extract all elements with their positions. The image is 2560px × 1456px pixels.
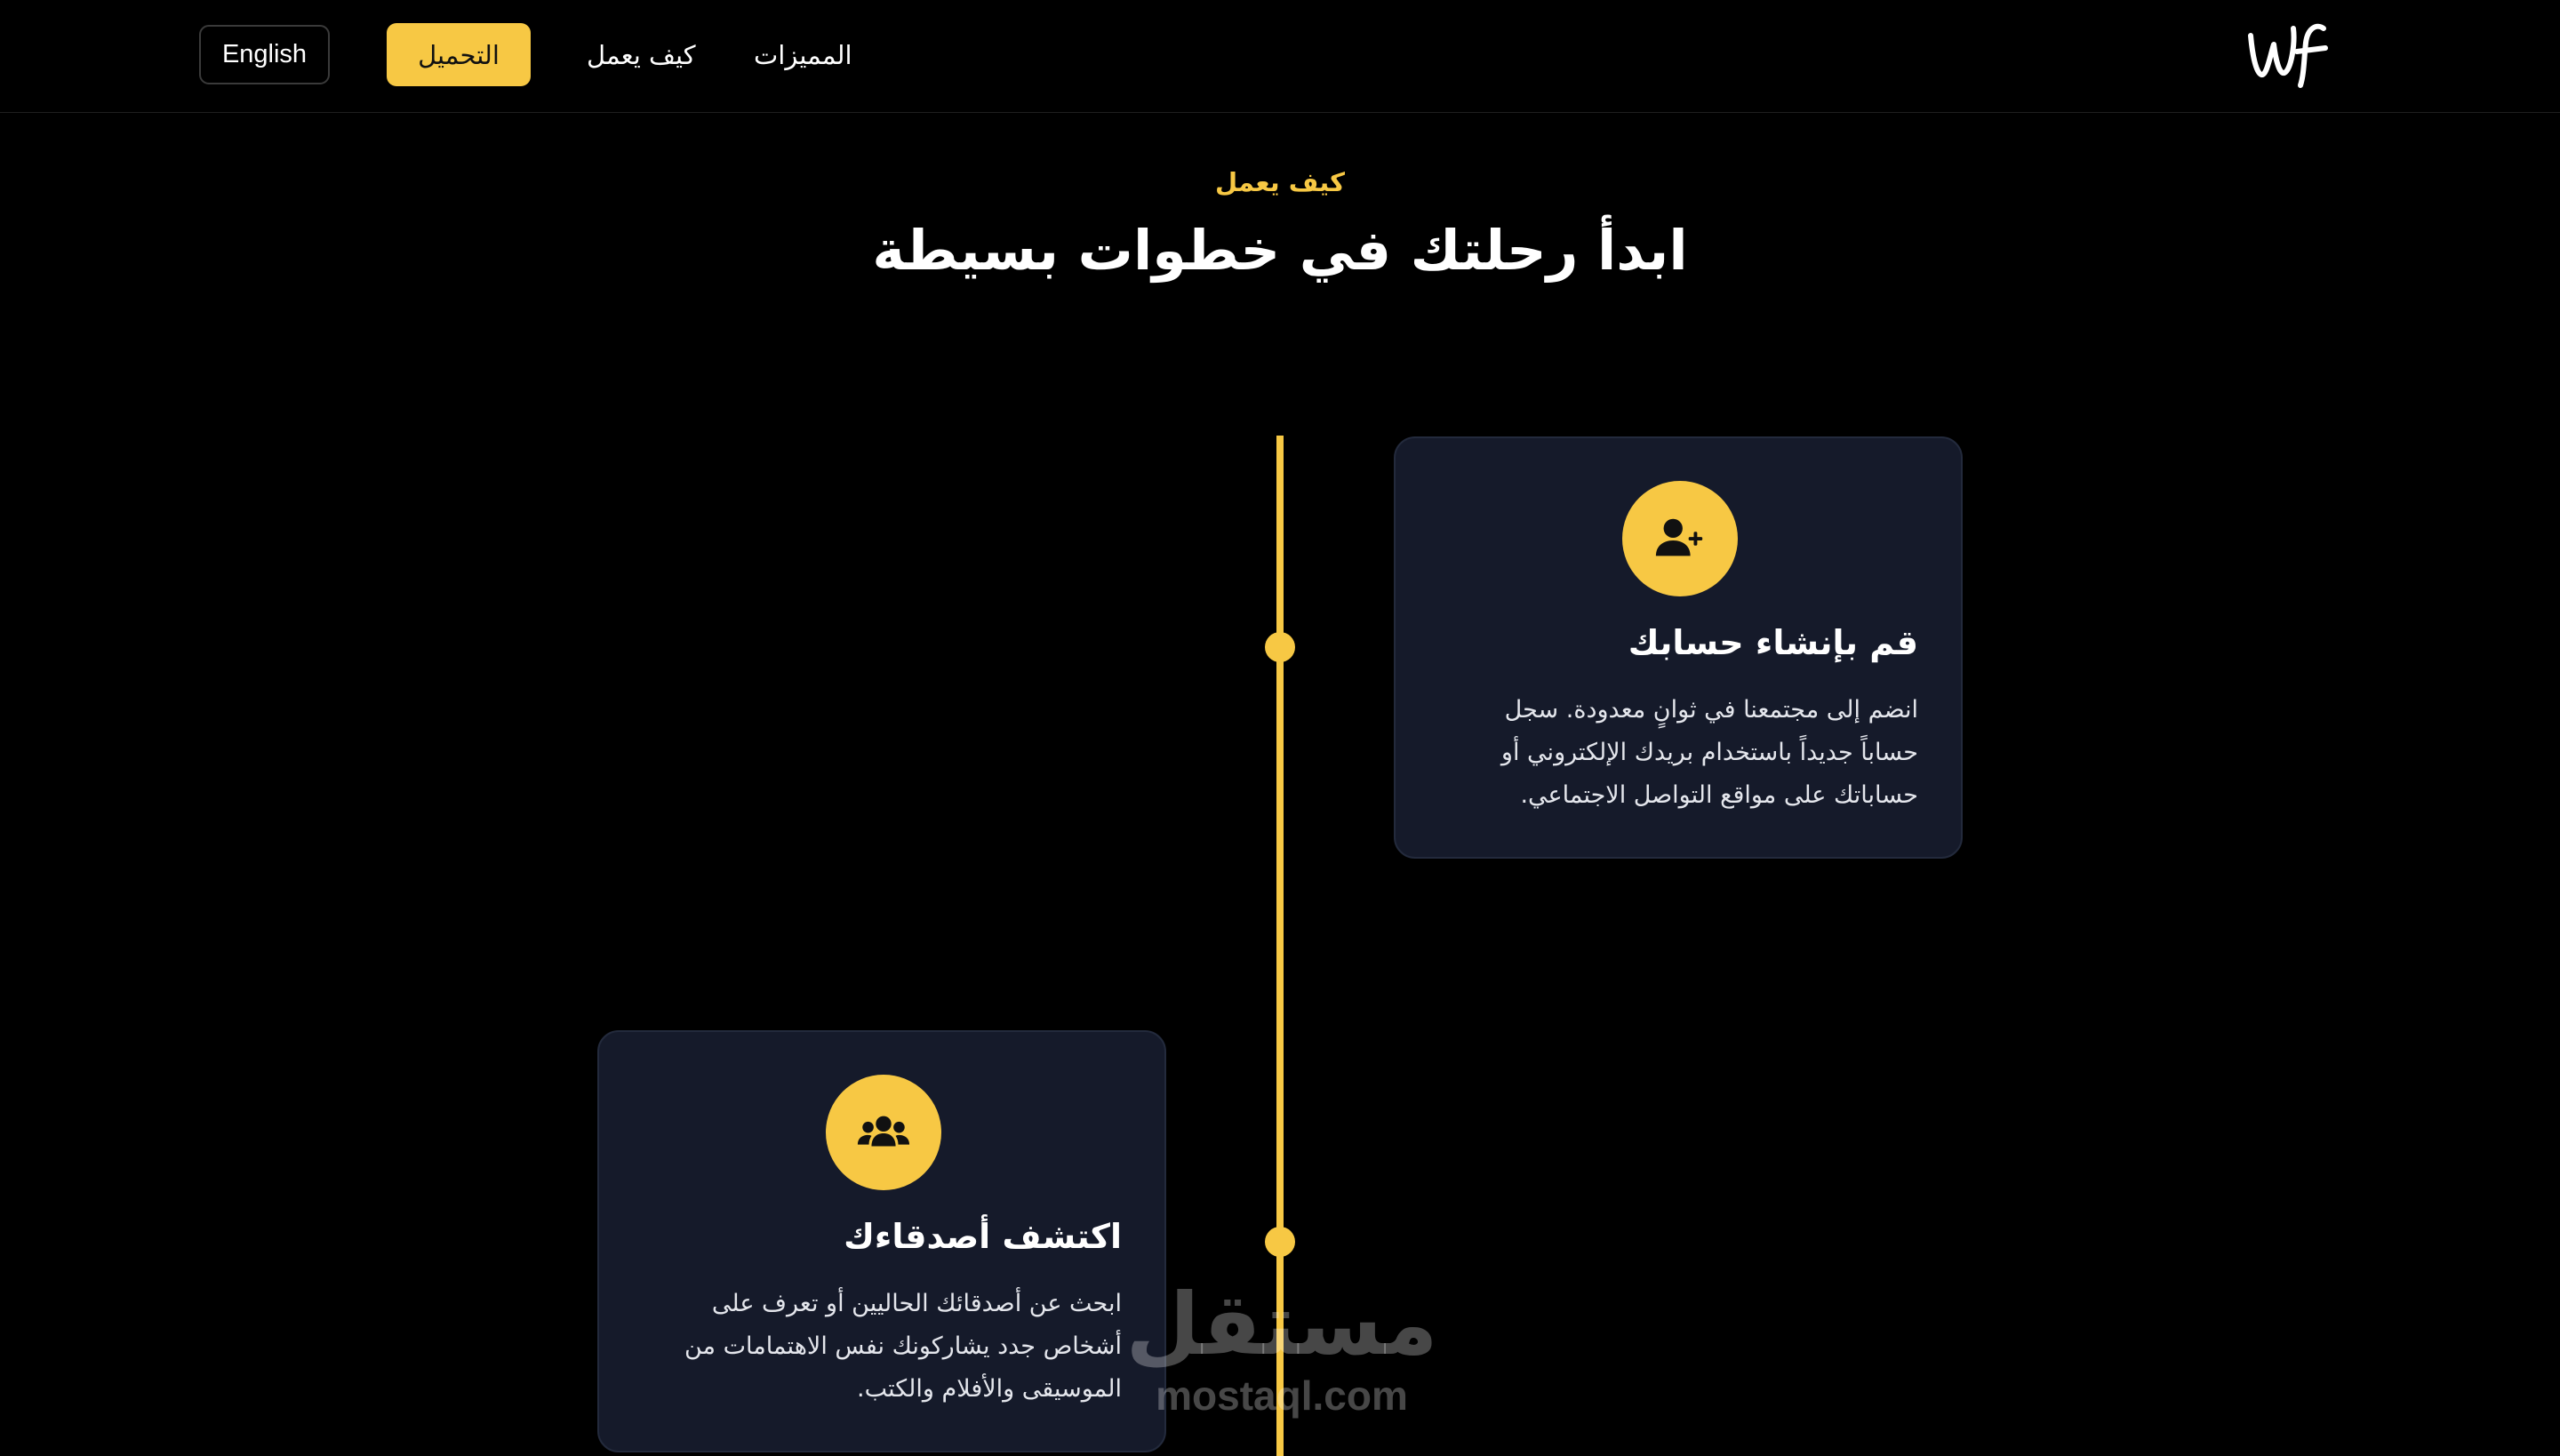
step-card-discover-friends	[597, 1030, 1166, 1452]
nav-link-how-it-works[interactable]: كيف يعمل	[587, 40, 696, 70]
timeline-dot	[1265, 632, 1295, 662]
logo[interactable]	[2245, 16, 2334, 91]
users-icon	[856, 1105, 911, 1160]
section-title: ابدأ رحلتك في خطوات بسيطة	[872, 218, 1688, 283]
step-description: انضم إلى مجتمعنا في ثوانٍ معدودة. سجل حساباً جديداً باستخدام بريدك الإلكتروني أو حساباتك على مواقع التواصل الاجتماعي.	[1500, 696, 1918, 809]
section-eyebrow: كيف يعمل	[1215, 167, 1345, 197]
watermark-arabic: مستقل	[1125, 1275, 1438, 1374]
step-icon-circle	[826, 1075, 941, 1190]
site-header	[0, 0, 2560, 113]
logo-icon	[2245, 16, 2334, 91]
watermark-latin: mostaql.com	[1156, 1372, 1408, 1419]
step-description: ابحث عن أصدقائك الحاليين أو تعرف على أشخاص جدد يشاركونك نفس الاهتمامات من الموسيقى والأفلام والكتب.	[684, 1290, 1122, 1403]
step-title: اكتشف أصدقاءك	[844, 1217, 1122, 1256]
timeline-dot	[1265, 1227, 1295, 1257]
step-icon-circle	[1622, 481, 1738, 596]
download-button[interactable]: التحميل	[387, 23, 531, 86]
user-plus-icon	[1652, 511, 1708, 566]
step-title: قم بإنشاء حسابك	[1628, 623, 1918, 662]
step-card-create-account	[1394, 436, 1963, 859]
watermark	[1122, 1276, 1442, 1427]
nav-link-features[interactable]: المميزات	[754, 40, 852, 70]
language-toggle-button[interactable]: English	[199, 25, 330, 84]
